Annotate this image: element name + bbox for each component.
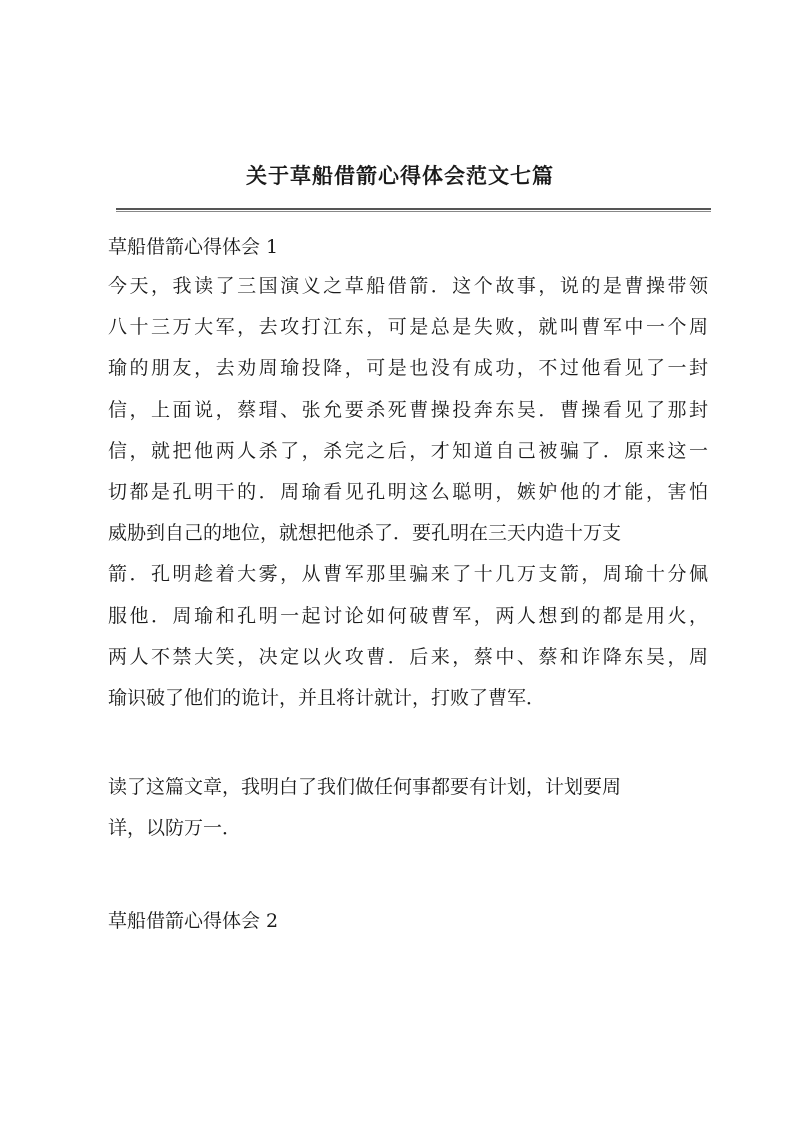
paragraph-line: 详，以防万一．: [108, 817, 242, 840]
title-divider: [116, 208, 711, 212]
paragraph-2: [108, 767, 708, 849]
paragraph-line: 切都是孔明干的．周瑜看见孔明这么聪明，嫉妒他的才能，害怕: [108, 480, 708, 503]
paragraph-line: 信，就把他两人杀了，杀完之后，才知道自己被骗了．原来这一: [108, 439, 708, 462]
section-heading-2: 草船借箭心得体会 2: [108, 910, 279, 932]
paragraph-line: 瑜识破了他们的诡计，并且将计就计，打败了曹军．: [108, 686, 546, 709]
paragraph-line: 今天，我读了三国演义之草船借箭．这个故事，说的是曹操带领: [108, 275, 708, 297]
paragraph-1: [108, 266, 708, 719]
paragraph-line: 两人不禁大笑，决定以火攻曹．后来，蔡中、蔡和诈降东吴，周: [108, 645, 708, 668]
paragraph-line: 服他．周瑜和孔明一起讨论如何破曹军，两人想到的都是用火，: [108, 604, 708, 627]
section-heading-1: 草船借箭心得体会 1: [108, 236, 279, 258]
document-title: 关于草船借箭心得体会范文七篇: [246, 163, 554, 188]
paragraph-line: 八十三万大军，去攻打江东，可是总是失败，就叫曹军中一个周: [108, 316, 708, 339]
paragraph-line: 瑜的朋友，去劝周瑜投降，可是也没有成功，不过他看见了一封: [108, 357, 708, 380]
paragraph-line: 信，上面说，蔡瑁、张允要杀死曹操投奔东吴．曹操看见了那封: [108, 398, 708, 421]
paragraph-line: 读了这篇文章，我明白了我们做任何事都要有计划，计划要周: [108, 776, 622, 798]
paragraph-line: 威胁到自己的地位，就想把他杀了．要孔明在三天内造十万支: [108, 522, 622, 545]
paragraph-line: 箭．孔明趁着大雾，从曹军那里骗来了十几万支箭，周瑜十分佩: [108, 563, 708, 586]
